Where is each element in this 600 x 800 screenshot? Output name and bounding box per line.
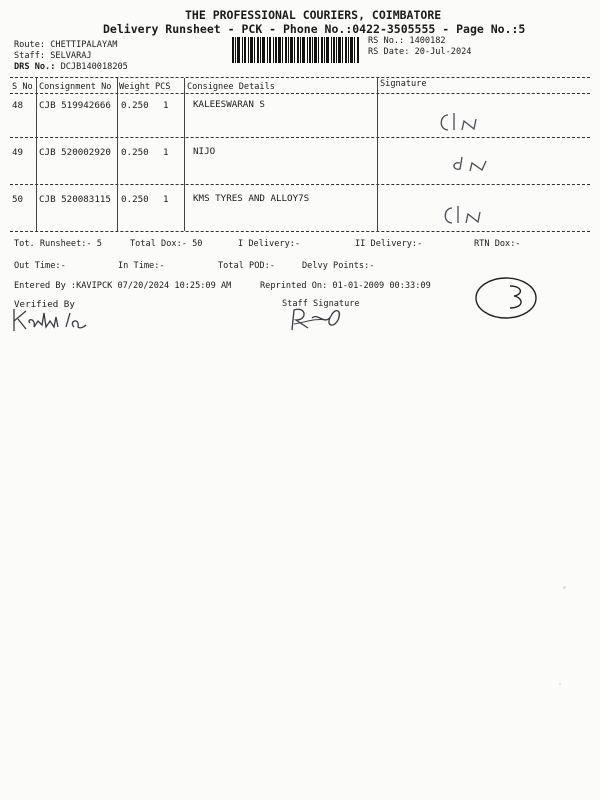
reprinted-on: Reprinted On: 01-01-2009 00:33:09 bbox=[260, 281, 431, 291]
verified-by-label: Verified By bbox=[14, 299, 75, 310]
table-row-weight: 0.250 bbox=[121, 194, 149, 205]
rs-date: RS Date: 20-Jul-2024 bbox=[368, 47, 472, 57]
table-row-sno: 48 bbox=[12, 100, 24, 111]
col-header-pcs: PCS bbox=[155, 82, 171, 92]
table-row-sno: 50 bbox=[12, 194, 24, 205]
column-divider bbox=[117, 78, 118, 231]
rtn-dox: RTN Dox:- bbox=[474, 239, 521, 249]
drs-label: DRS No.: bbox=[14, 62, 61, 72]
col-header-signature: Signature bbox=[380, 79, 427, 89]
stamp-scribble bbox=[472, 274, 544, 324]
table-bottom-rule bbox=[10, 231, 590, 232]
out-time: Out Time:- bbox=[14, 261, 66, 271]
table-row-pcs: 1 bbox=[163, 194, 169, 205]
in-time: In Time:- bbox=[118, 261, 165, 271]
staff-signature-scribble bbox=[286, 306, 358, 334]
table-row-sno: 49 bbox=[12, 147, 24, 158]
entered-by: Entered By :KAVIPCK 07/20/2024 10:25:09 AM bbox=[14, 281, 232, 291]
table-row-consignment: CJB 520083115 bbox=[39, 194, 111, 205]
route-label: Route: CHETTIPALAYAM bbox=[14, 40, 118, 50]
column-divider bbox=[36, 78, 37, 231]
verified-by-signature bbox=[10, 307, 102, 335]
scan-speck bbox=[563, 586, 566, 589]
table-top-rule bbox=[10, 77, 590, 78]
staff-label: Staff: SELVARAJ bbox=[14, 51, 92, 61]
tot-runsheet: Tot. Runsheet:- 5 bbox=[14, 239, 102, 249]
rs-number: RS No.: 1400182 bbox=[368, 36, 446, 46]
col-header-sno: S No bbox=[12, 82, 33, 92]
table-row-consignment: CJB 520002920 bbox=[39, 147, 111, 158]
table-row-consignee: KMS TYRES AND ALLOY7S bbox=[193, 193, 310, 204]
total-dox: Total Dox:- 50 bbox=[130, 239, 203, 249]
row-divider bbox=[10, 184, 590, 185]
signature-scribble bbox=[450, 155, 498, 175]
barcode-graphic bbox=[232, 37, 360, 63]
table-header-rule bbox=[10, 93, 590, 94]
table-row-weight: 0.250 bbox=[121, 100, 149, 111]
staff-signature-label: Staff Signature bbox=[282, 299, 360, 309]
table-row-consignment: CJB 519942666 bbox=[39, 100, 111, 111]
i-delivery: I Delivery:- bbox=[238, 239, 301, 249]
column-divider bbox=[377, 78, 378, 231]
table-row-consignee: NIJO bbox=[193, 146, 216, 157]
signature-scribble bbox=[436, 111, 492, 133]
table-row-consignee: KALEESWARAN S bbox=[193, 99, 265, 110]
delvy-points: Delvy Points:- bbox=[302, 261, 375, 271]
drs-number bbox=[14, 62, 128, 72]
col-header-weight: Weight bbox=[119, 82, 151, 92]
scan-speck bbox=[559, 683, 561, 685]
column-divider bbox=[184, 78, 185, 231]
table-row-pcs: 1 bbox=[163, 147, 169, 158]
row-divider bbox=[10, 137, 590, 138]
total-pod: Total POD:- bbox=[218, 261, 275, 271]
signature-scribble bbox=[440, 204, 496, 226]
table-row-weight: 0.250 bbox=[121, 147, 149, 158]
col-header-consignment: Consignment No bbox=[39, 82, 112, 92]
table-row-pcs: 1 bbox=[163, 100, 169, 111]
runsheet-subtitle: Delivery Runsheet - PCK - Phone No.:0422-3505555 - Page No.:5 bbox=[103, 22, 526, 36]
company-title: THE PROFESSIONAL COURIERS, COIMBATORE bbox=[185, 8, 442, 22]
drs-value: DCJB140018205 bbox=[60, 62, 128, 72]
col-header-consignee: Consignee Details bbox=[187, 82, 275, 92]
ii-delivery: II Delivery:- bbox=[355, 239, 423, 249]
